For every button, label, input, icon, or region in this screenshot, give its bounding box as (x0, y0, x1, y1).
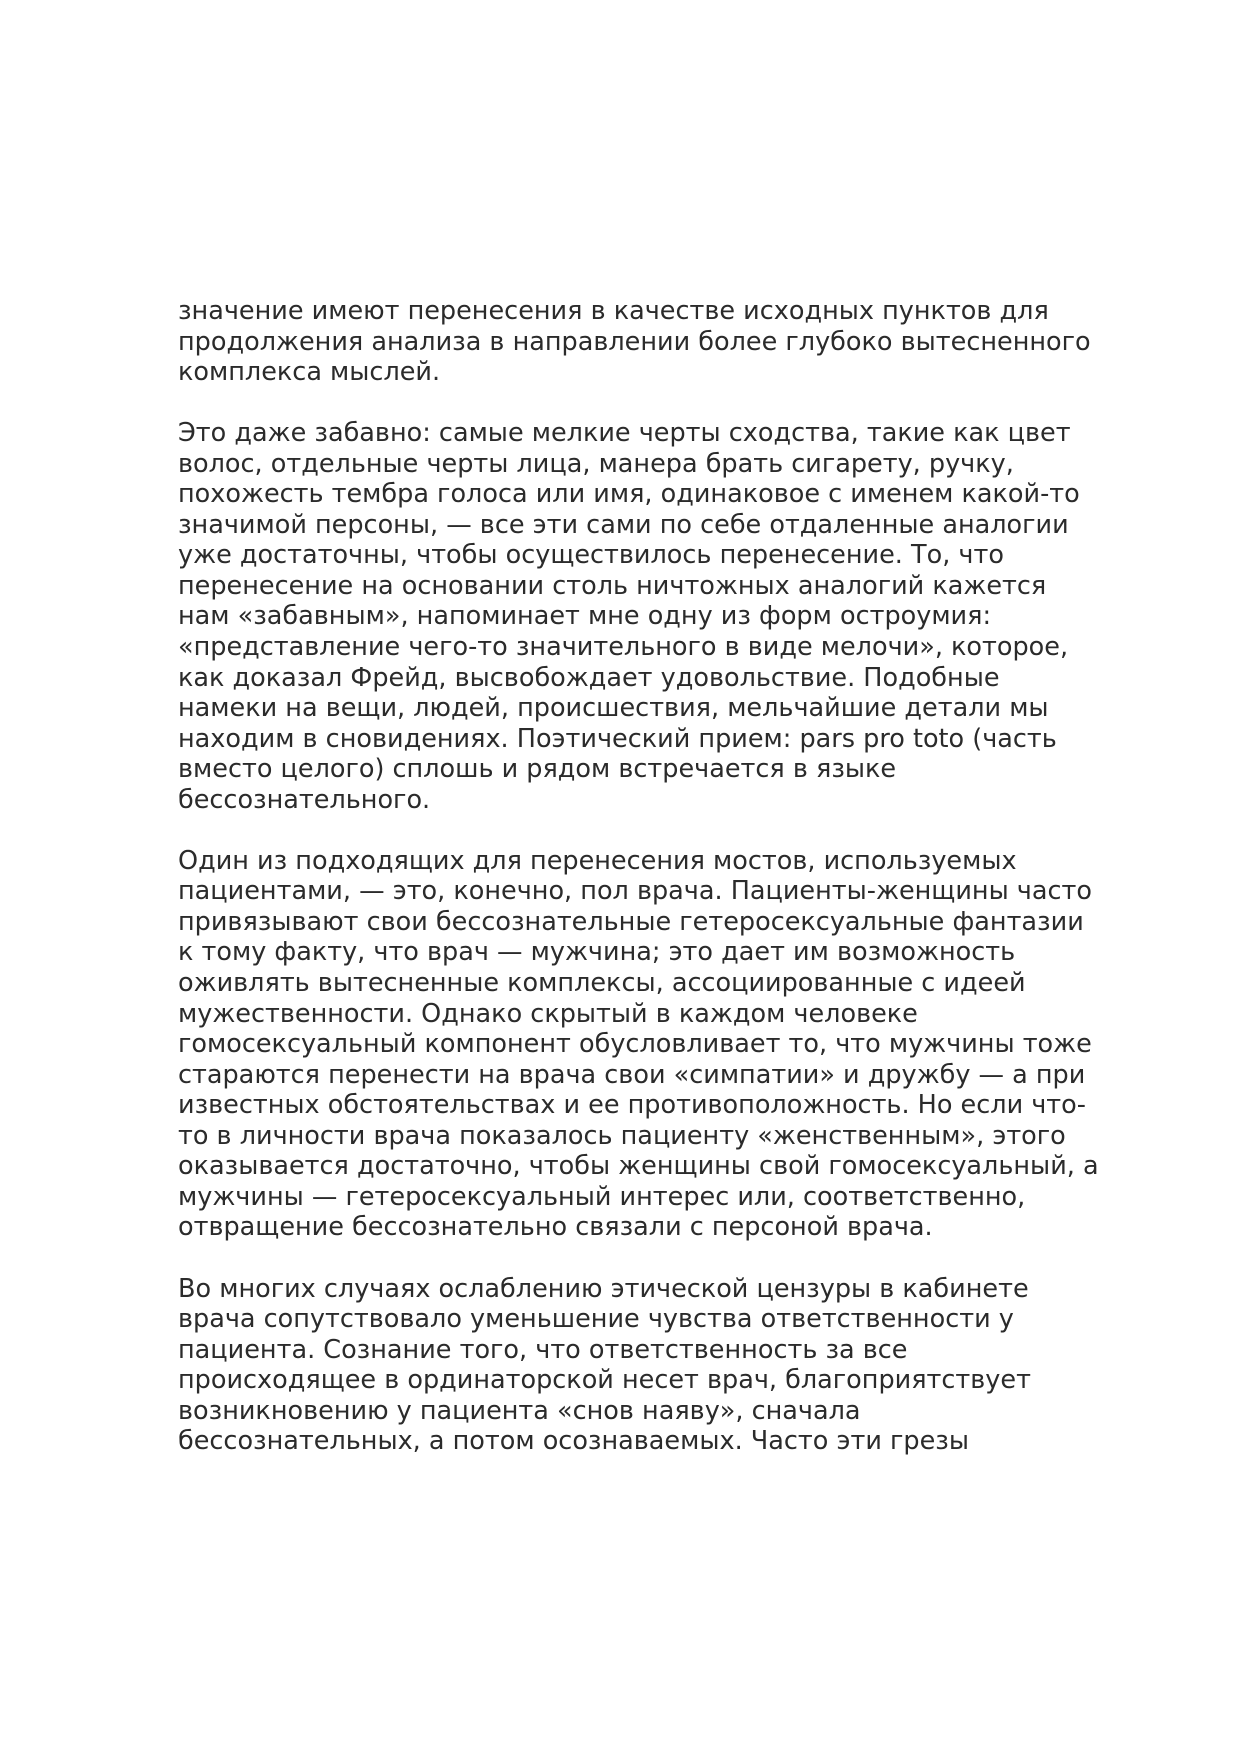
text-line: находим в сновидениях. Поэтический прием: pars pro toto (часть (178, 723, 1057, 754)
text-line: происходящее в ординаторской несет врач, благоприятствует (178, 1365, 1031, 1396)
text-line: бессознательного. (178, 784, 431, 815)
text-line: известных обстоятельствах и ее противоположность. Но если что- (178, 1090, 1086, 1121)
text-line: продолжения анализа в направлении более глубоко вытесненного (178, 326, 1091, 357)
paragraph (178, 846, 1108, 1243)
text-line: мужественности. Однако скрытый в каждом человеке (178, 998, 918, 1029)
paragraph (178, 1274, 1108, 1457)
text-line: оживлять вытесненные комплексы, ассоциированные с идеей (178, 968, 1026, 999)
text-line: «представление чего-то значительного в виде мелочи», которое, (178, 632, 1069, 663)
text-line: нам «забавным», напоминает мне одну из форм остроумия: (178, 601, 992, 632)
text-line: значимой персоны, — все эти сами по себе отдаленные аналогии (178, 509, 1069, 540)
text-line: Один из подходящих для перенесения мостов, используемых (178, 845, 1017, 876)
text-line: вместо целого) сплошь и рядом встречается в языке (178, 754, 897, 785)
text-line: бессознательных, а потом осознаваемых. Часто эти грезы (178, 1426, 969, 1457)
body-text (178, 296, 1108, 1487)
text-line: комплекса мыслей. (178, 357, 441, 388)
text-line: Это даже забавно: самые мелкие черты сходства, такие как цвет (178, 418, 1071, 449)
text-line: мужчины — гетеросексуальный интерес или, соответственно, (178, 1181, 1026, 1212)
text-line: гомосексуальный компонент обусловливает то, что мужчины тоже (178, 1029, 1092, 1060)
text-line: то в личности врача показалось пациенту «женственным», этого (178, 1120, 1066, 1151)
text-line: значение имеют перенесения в качестве исходных пунктов для (178, 296, 1049, 326)
text-line: волос, отдельные черты лица, манера брать сигарету, ручку, (178, 448, 1014, 479)
text-line: привязывают свои бессознательные гетеросексуальные фантазии (178, 906, 1084, 937)
paragraph (178, 418, 1108, 815)
text-line: к тому факту, что врач — мужчина; это дает им возможность (178, 937, 1016, 968)
text-line: Во многих случаях ослаблению этической цензуры в кабинете (178, 1273, 1029, 1304)
text-line: пациента. Сознание того, что ответственность за все (178, 1334, 908, 1365)
paragraph (178, 296, 1108, 388)
text-line: намеки на вещи, людей, происшествия, мельчайшие детали мы (178, 693, 1049, 724)
text-line: как доказал Фрейд, высвобождает удовольствие. Подобные (178, 662, 1000, 693)
text-line: похожесть тембра голоса или имя, одинаковое с именем какой-то (178, 479, 1080, 510)
text-line: уже достаточны, чтобы осуществилось перенесение. То, что (178, 540, 1004, 571)
text-line: врача сопутствовало уменьшение чувства ответственности у (178, 1304, 1014, 1335)
text-line: пациентами, — это, конечно, пол врача. Пациенты-женщины часто (178, 876, 1092, 907)
text-line: возникновению у пациента «снов наяву», сначала (178, 1395, 861, 1426)
text-line: оказывается достаточно, чтобы женщины свой гомосексуальный, а (178, 1151, 1099, 1182)
text-line: стараются перенести на врача свои «симпатии» и дружбу — а при (178, 1059, 1086, 1090)
text-line: перенесение на основании столь ничтожных аналогий кажется (178, 570, 1047, 601)
text-line: отвращение бессознательно связали с персоной врача. (178, 1212, 933, 1243)
